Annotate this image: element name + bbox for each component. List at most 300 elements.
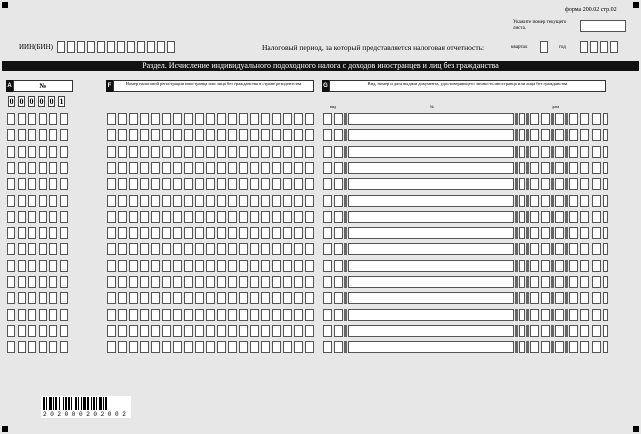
registration-cell[interactable] [228, 162, 237, 174]
number-cell[interactable] [18, 260, 26, 272]
doc-kind-cell[interactable] [334, 162, 343, 174]
registration-cell[interactable] [250, 243, 259, 255]
registration-cell[interactable] [206, 178, 215, 190]
number-cell[interactable] [18, 276, 26, 288]
registration-cell[interactable] [217, 260, 226, 272]
number-cell[interactable] [39, 178, 47, 190]
registration-cell[interactable] [129, 292, 138, 304]
doc-number-cell[interactable] [519, 325, 525, 337]
registration-cell[interactable] [151, 211, 160, 223]
registration-cell[interactable] [129, 325, 138, 337]
doc-date-cell[interactable] [555, 146, 564, 158]
registration-cell[interactable] [261, 162, 270, 174]
doc-date-cell[interactable] [555, 227, 564, 239]
doc-date-cell[interactable] [530, 178, 539, 190]
doc-date-cell[interactable] [555, 178, 564, 190]
registration-cell[interactable] [129, 113, 138, 125]
number-cell[interactable] [28, 309, 36, 321]
doc-kind-cell[interactable] [334, 129, 343, 141]
doc-number-field[interactable] [348, 325, 514, 337]
number-cell[interactable] [39, 129, 47, 141]
registration-cell[interactable] [228, 113, 237, 125]
doc-date-cell[interactable] [580, 129, 589, 141]
doc-date-cell[interactable] [592, 211, 601, 223]
doc-date-cell[interactable] [541, 341, 550, 353]
number-cell[interactable] [39, 292, 47, 304]
doc-date-cell[interactable] [569, 325, 578, 337]
number-cell[interactable] [39, 211, 47, 223]
doc-date-cell[interactable] [592, 162, 601, 174]
registration-cell[interactable] [217, 178, 226, 190]
registration-cell[interactable] [305, 325, 314, 337]
number-cell[interactable] [60, 162, 68, 174]
doc-date-cell[interactable] [603, 325, 608, 337]
doc-number-field[interactable] [348, 129, 514, 141]
number-cell[interactable] [60, 292, 68, 304]
doc-date-cell[interactable] [580, 325, 589, 337]
doc-date-cell[interactable] [592, 113, 601, 125]
registration-cell[interactable] [250, 292, 259, 304]
number-cell[interactable] [49, 325, 57, 337]
registration-cell[interactable] [173, 325, 182, 337]
number-cell[interactable] [60, 195, 68, 207]
registration-cell[interactable] [305, 178, 314, 190]
registration-cell[interactable] [107, 195, 116, 207]
registration-cell[interactable] [283, 276, 292, 288]
doc-date-cell[interactable] [530, 113, 539, 125]
registration-cell[interactable] [184, 113, 193, 125]
registration-cell[interactable] [283, 129, 292, 141]
number-cell[interactable] [7, 195, 15, 207]
registration-cell[interactable] [206, 113, 215, 125]
doc-kind-cell[interactable] [334, 341, 343, 353]
registration-cell[interactable] [305, 276, 314, 288]
registration-cell[interactable] [151, 276, 160, 288]
registration-cell[interactable] [283, 162, 292, 174]
registration-cell[interactable] [261, 178, 270, 190]
registration-cell[interactable] [151, 341, 160, 353]
registration-cell[interactable] [261, 129, 270, 141]
registration-cell[interactable] [140, 292, 149, 304]
number-cell[interactable] [39, 309, 47, 321]
number-cell[interactable] [49, 129, 57, 141]
iin-cell[interactable] [57, 41, 65, 53]
doc-date-cell[interactable] [603, 129, 608, 141]
registration-cell[interactable] [228, 325, 237, 337]
doc-date-cell[interactable] [603, 276, 608, 288]
registration-cell[interactable] [305, 227, 314, 239]
registration-cell[interactable] [239, 211, 248, 223]
doc-date-cell[interactable] [541, 309, 550, 321]
doc-date-cell[interactable] [603, 146, 608, 158]
doc-kind-cell[interactable] [334, 227, 343, 239]
registration-cell[interactable] [239, 113, 248, 125]
registration-cell[interactable] [294, 146, 303, 158]
number-cell[interactable] [7, 276, 15, 288]
sheet-number-field[interactable] [580, 20, 626, 32]
registration-cell[interactable] [239, 146, 248, 158]
registration-cell[interactable] [283, 211, 292, 223]
registration-cell[interactable] [107, 341, 116, 353]
number-cell[interactable] [49, 243, 57, 255]
number-cell[interactable] [28, 178, 36, 190]
registration-cell[interactable] [239, 195, 248, 207]
doc-date-cell[interactable] [569, 309, 578, 321]
number-cell[interactable] [60, 211, 68, 223]
registration-cell[interactable] [184, 292, 193, 304]
doc-date-cell[interactable] [555, 162, 564, 174]
registration-cell[interactable] [162, 341, 171, 353]
doc-date-cell[interactable] [555, 341, 564, 353]
registration-cell[interactable] [261, 195, 270, 207]
registration-cell[interactable] [283, 178, 292, 190]
doc-date-cell[interactable] [530, 129, 539, 141]
number-cell[interactable] [7, 178, 15, 190]
number-cell[interactable] [18, 129, 26, 141]
doc-kind-cell[interactable] [323, 129, 332, 141]
registration-cell[interactable] [283, 309, 292, 321]
registration-cell[interactable] [206, 325, 215, 337]
registration-cell[interactable] [217, 113, 226, 125]
registration-cell[interactable] [272, 341, 281, 353]
registration-cell[interactable] [283, 260, 292, 272]
doc-date-cell[interactable] [541, 243, 550, 255]
registration-cell[interactable] [173, 292, 182, 304]
registration-cell[interactable] [272, 195, 281, 207]
registration-cell[interactable] [151, 325, 160, 337]
registration-cell[interactable] [261, 146, 270, 158]
doc-date-cell[interactable] [592, 276, 601, 288]
registration-cell[interactable] [173, 129, 182, 141]
doc-number-field[interactable] [348, 195, 514, 207]
registration-cell[interactable] [305, 162, 314, 174]
doc-date-cell[interactable] [592, 195, 601, 207]
doc-date-cell[interactable] [530, 195, 539, 207]
doc-date-cell[interactable] [541, 260, 550, 272]
doc-number-cell[interactable] [519, 146, 525, 158]
registration-cell[interactable] [129, 227, 138, 239]
registration-cell[interactable] [140, 178, 149, 190]
registration-cell[interactable] [173, 341, 182, 353]
registration-cell[interactable] [206, 309, 215, 321]
registration-cell[interactable] [294, 113, 303, 125]
registration-cell[interactable] [195, 292, 204, 304]
registration-cell[interactable] [305, 146, 314, 158]
doc-date-cell[interactable] [541, 113, 550, 125]
doc-number-field[interactable] [348, 341, 514, 353]
number-cell[interactable] [39, 113, 47, 125]
registration-cell[interactable] [118, 146, 127, 158]
doc-kind-cell[interactable] [323, 292, 332, 304]
registration-cell[interactable] [283, 325, 292, 337]
number-cell[interactable] [7, 227, 15, 239]
doc-number-field[interactable] [348, 309, 514, 321]
registration-cell[interactable] [118, 309, 127, 321]
registration-cell[interactable] [151, 243, 160, 255]
doc-date-cell[interactable] [592, 325, 601, 337]
doc-kind-cell[interactable] [323, 227, 332, 239]
year-cell[interactable] [590, 41, 598, 53]
doc-date-cell[interactable] [555, 195, 564, 207]
doc-kind-cell[interactable] [323, 341, 332, 353]
doc-number-field[interactable] [348, 211, 514, 223]
registration-cell[interactable] [162, 211, 171, 223]
registration-cell[interactable] [283, 341, 292, 353]
registration-cell[interactable] [151, 260, 160, 272]
number-cell[interactable] [28, 325, 36, 337]
registration-cell[interactable] [217, 227, 226, 239]
registration-cell[interactable] [162, 309, 171, 321]
registration-cell[interactable] [305, 243, 314, 255]
registration-cell[interactable] [261, 243, 270, 255]
number-cell[interactable] [28, 276, 36, 288]
doc-kind-cell[interactable] [323, 260, 332, 272]
registration-cell[interactable] [228, 341, 237, 353]
number-cell[interactable] [39, 325, 47, 337]
registration-cell[interactable] [173, 211, 182, 223]
number-cell[interactable] [39, 162, 47, 174]
doc-date-cell[interactable] [569, 292, 578, 304]
doc-number-field[interactable] [348, 260, 514, 272]
registration-cell[interactable] [294, 129, 303, 141]
registration-cell[interactable] [173, 243, 182, 255]
doc-date-cell[interactable] [569, 178, 578, 190]
doc-number-field[interactable] [348, 227, 514, 239]
registration-cell[interactable] [129, 129, 138, 141]
doc-kind-cell[interactable] [334, 309, 343, 321]
doc-date-cell[interactable] [603, 113, 608, 125]
registration-cell[interactable] [261, 276, 270, 288]
doc-date-cell[interactable] [541, 276, 550, 288]
number-cell[interactable] [49, 162, 57, 174]
doc-date-cell[interactable] [603, 178, 608, 190]
doc-date-cell[interactable] [569, 129, 578, 141]
doc-number-cell[interactable] [519, 292, 525, 304]
doc-date-cell[interactable] [592, 146, 601, 158]
doc-kind-cell[interactable] [334, 178, 343, 190]
doc-date-cell[interactable] [555, 325, 564, 337]
registration-cell[interactable] [250, 309, 259, 321]
registration-cell[interactable] [195, 260, 204, 272]
doc-date-cell[interactable] [603, 309, 608, 321]
year-cell[interactable] [610, 41, 618, 53]
number-cell[interactable] [18, 211, 26, 223]
registration-cell[interactable] [217, 325, 226, 337]
doc-date-cell[interactable] [580, 195, 589, 207]
registration-cell[interactable] [184, 309, 193, 321]
registration-cell[interactable] [184, 260, 193, 272]
number-cell[interactable] [39, 260, 47, 272]
number-cell[interactable] [18, 341, 26, 353]
doc-date-cell[interactable] [530, 260, 539, 272]
registration-cell[interactable] [107, 243, 116, 255]
registration-cell[interactable] [294, 260, 303, 272]
registration-cell[interactable] [283, 227, 292, 239]
doc-date-cell[interactable] [592, 260, 601, 272]
number-cell[interactable] [18, 146, 26, 158]
doc-date-cell[interactable] [530, 227, 539, 239]
number-cell[interactable] [49, 309, 57, 321]
number-cell[interactable] [39, 195, 47, 207]
number-cell[interactable] [28, 146, 36, 158]
registration-cell[interactable] [173, 227, 182, 239]
number-cell[interactable] [7, 129, 15, 141]
doc-date-cell[interactable] [555, 243, 564, 255]
registration-cell[interactable] [272, 325, 281, 337]
registration-cell[interactable] [118, 276, 127, 288]
registration-cell[interactable] [162, 178, 171, 190]
doc-number-field[interactable] [348, 276, 514, 288]
registration-cell[interactable] [107, 113, 116, 125]
doc-date-cell[interactable] [541, 325, 550, 337]
number-cell[interactable] [28, 260, 36, 272]
number-cell[interactable] [7, 325, 15, 337]
number-cell[interactable] [60, 243, 68, 255]
registration-cell[interactable] [129, 276, 138, 288]
number-cell[interactable] [49, 211, 57, 223]
registration-cell[interactable] [173, 276, 182, 288]
number-cell[interactable] [60, 146, 68, 158]
number-cell[interactable] [28, 113, 36, 125]
registration-cell[interactable] [184, 276, 193, 288]
doc-number-field[interactable] [348, 178, 514, 190]
doc-kind-cell[interactable] [323, 162, 332, 174]
registration-cell[interactable] [272, 227, 281, 239]
registration-cell[interactable] [173, 113, 182, 125]
number-cell[interactable] [49, 227, 57, 239]
doc-date-cell[interactable] [569, 162, 578, 174]
iin-cell[interactable] [147, 41, 155, 53]
registration-cell[interactable] [140, 341, 149, 353]
doc-kind-cell[interactable] [334, 195, 343, 207]
doc-kind-cell[interactable] [323, 309, 332, 321]
registration-cell[interactable] [294, 227, 303, 239]
registration-cell[interactable] [129, 260, 138, 272]
doc-date-cell[interactable] [541, 292, 550, 304]
registration-cell[interactable] [283, 195, 292, 207]
doc-kind-cell[interactable] [323, 325, 332, 337]
doc-date-cell[interactable] [592, 309, 601, 321]
registration-cell[interactable] [140, 211, 149, 223]
registration-cell[interactable] [151, 195, 160, 207]
registration-cell[interactable] [162, 146, 171, 158]
registration-cell[interactable] [239, 178, 248, 190]
registration-cell[interactable] [184, 129, 193, 141]
registration-cell[interactable] [261, 341, 270, 353]
number-cell[interactable] [18, 113, 26, 125]
registration-cell[interactable] [250, 113, 259, 125]
doc-date-cell[interactable] [580, 292, 589, 304]
doc-kind-cell[interactable] [323, 178, 332, 190]
doc-date-cell[interactable] [530, 292, 539, 304]
doc-number-field[interactable] [348, 243, 514, 255]
registration-cell[interactable] [305, 260, 314, 272]
registration-cell[interactable] [283, 292, 292, 304]
registration-cell[interactable] [239, 309, 248, 321]
doc-number-field[interactable] [348, 292, 514, 304]
registration-cell[interactable] [118, 341, 127, 353]
quarter-field[interactable] [540, 41, 550, 53]
number-cell[interactable] [60, 341, 68, 353]
doc-date-cell[interactable] [592, 227, 601, 239]
registration-cell[interactable] [107, 211, 116, 223]
doc-date-cell[interactable] [603, 243, 608, 255]
registration-cell[interactable] [173, 260, 182, 272]
doc-date-cell[interactable] [580, 211, 589, 223]
number-cell[interactable] [18, 195, 26, 207]
registration-cell[interactable] [129, 211, 138, 223]
registration-cell[interactable] [261, 211, 270, 223]
doc-date-cell[interactable] [603, 162, 608, 174]
registration-cell[interactable] [272, 243, 281, 255]
registration-cell[interactable] [151, 113, 160, 125]
registration-cell[interactable] [129, 162, 138, 174]
doc-date-cell[interactable] [555, 260, 564, 272]
doc-kind-cell[interactable] [334, 260, 343, 272]
registration-cell[interactable] [162, 260, 171, 272]
number-cell[interactable] [60, 178, 68, 190]
registration-cell[interactable] [162, 325, 171, 337]
number-cell[interactable] [7, 341, 15, 353]
doc-date-cell[interactable] [603, 341, 608, 353]
registration-cell[interactable] [217, 146, 226, 158]
number-cell[interactable] [60, 113, 68, 125]
doc-date-cell[interactable] [592, 341, 601, 353]
number-cell[interactable] [7, 292, 15, 304]
doc-date-cell[interactable] [541, 146, 550, 158]
doc-date-cell[interactable] [592, 292, 601, 304]
registration-cell[interactable] [195, 309, 204, 321]
registration-cell[interactable] [239, 276, 248, 288]
doc-number-cell[interactable] [519, 195, 525, 207]
registration-cell[interactable] [294, 292, 303, 304]
number-cell[interactable] [28, 341, 36, 353]
registration-cell[interactable] [239, 162, 248, 174]
doc-date-cell[interactable] [541, 129, 550, 141]
doc-number-cell[interactable] [519, 341, 525, 353]
registration-cell[interactable] [118, 325, 127, 337]
registration-cell[interactable] [228, 243, 237, 255]
registration-cell[interactable] [162, 243, 171, 255]
doc-date-cell[interactable] [555, 292, 564, 304]
registration-cell[interactable] [118, 195, 127, 207]
number-cell[interactable] [39, 243, 47, 255]
number-cell[interactable] [49, 260, 57, 272]
registration-cell[interactable] [250, 178, 259, 190]
number-cell[interactable] [28, 211, 36, 223]
registration-cell[interactable] [228, 276, 237, 288]
doc-number-cell[interactable] [519, 113, 525, 125]
doc-kind-cell[interactable] [334, 292, 343, 304]
doc-date-cell[interactable] [541, 195, 550, 207]
registration-cell[interactable] [228, 292, 237, 304]
doc-date-cell[interactable] [580, 146, 589, 158]
registration-cell[interactable] [184, 341, 193, 353]
doc-date-cell[interactable] [541, 162, 550, 174]
doc-date-cell[interactable] [569, 211, 578, 223]
registration-cell[interactable] [195, 325, 204, 337]
registration-cell[interactable] [217, 243, 226, 255]
doc-date-cell[interactable] [580, 341, 589, 353]
registration-cell[interactable] [239, 292, 248, 304]
doc-date-cell[interactable] [530, 325, 539, 337]
iin-cell[interactable] [67, 41, 75, 53]
number-cell[interactable] [18, 325, 26, 337]
doc-date-cell[interactable] [592, 243, 601, 255]
registration-cell[interactable] [107, 276, 116, 288]
doc-date-cell[interactable] [592, 129, 601, 141]
registration-cell[interactable] [195, 211, 204, 223]
